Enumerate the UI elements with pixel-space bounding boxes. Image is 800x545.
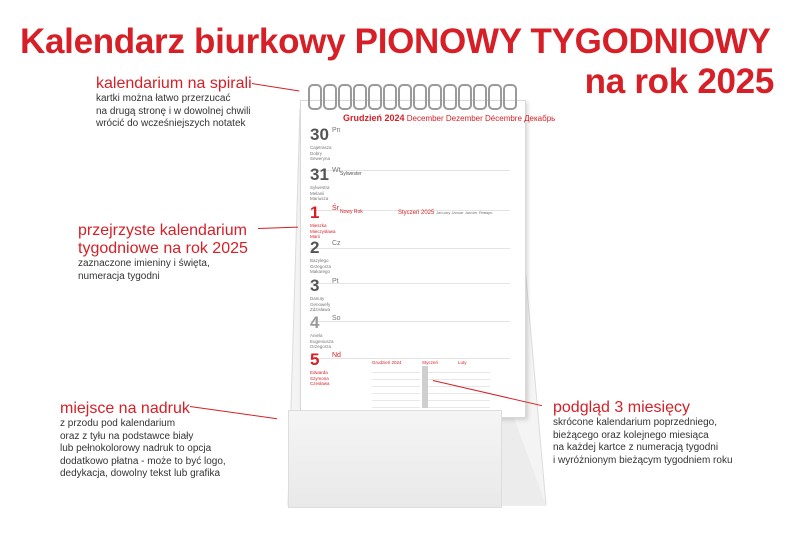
month-header-translations: December Dezember Décembre Декабрь <box>406 114 556 123</box>
mini-month-title: Luty <box>458 360 467 365</box>
day-namedays: Cajetrasza Dobry Seweryna <box>310 145 332 161</box>
spiral-binding <box>308 84 518 112</box>
day-namedays: Danuty Genowefy Zdzisława <box>310 296 331 312</box>
month-header-title: Grudzień 2024 <box>343 113 405 123</box>
callout-spiral-heading: kalendarium na spirali <box>96 75 252 92</box>
day-namedays: Edwarda Szymona Czesława <box>310 370 330 386</box>
mini-month-title: Styczeń <box>422 360 439 365</box>
day-number: 30 <box>310 125 329 144</box>
day-name: Śr <box>332 205 339 212</box>
day-number: 5 <box>310 350 320 369</box>
day-note: Nowy Rok <box>340 209 363 215</box>
day-namedays: Aniela Eugeniusza Grzegorza <box>310 333 334 349</box>
day-name: Pt <box>332 278 339 285</box>
day-name: Cz <box>332 240 341 247</box>
day-name: Wt <box>332 167 341 174</box>
month-header <box>343 113 555 123</box>
page-title-line1: Kalendarz biurkowy PIONOWY TYGODNIOWY <box>20 22 771 61</box>
day-number: 3 <box>310 276 320 295</box>
mini-month-title: Grudzień 2024 <box>372 360 402 365</box>
callout-print-heading: miejsce na nadruk <box>60 400 190 417</box>
next-month-header <box>398 210 492 216</box>
callout-preview <box>553 399 733 467</box>
calendar-base <box>288 410 502 508</box>
callout-preview-heading: podgląd 3 miesięcy <box>553 399 690 416</box>
day-namedays: Bazylego Grzegorza Makarego <box>310 258 332 274</box>
callout-weekly-text: zaznaczone imieniny i święta, numeracja tygodni <box>78 258 210 282</box>
mini-month <box>458 360 490 410</box>
day-name: So <box>332 315 341 322</box>
callout-print-text: z przodu pod kalendarium oraz z tyłu na podstawce biały lub pełnokolorowy nadruk to opcja dodatkowo płatna - może to być logo, dedykacja, dowolny tekst lub grafika <box>60 418 226 479</box>
callout-weekly <box>78 222 248 283</box>
callout-preview-text: skrócone kalendarium poprzedniego, bieżącego oraz kolejnego miesiąca na każdej kartce z numeracją tygodni i wyróżnionym bieżącym tygodniem roku <box>553 417 733 466</box>
day-namedays: Sylwestra Melanii Mariusza <box>310 185 330 201</box>
callout-print <box>60 400 226 481</box>
day-name: Pn <box>332 127 341 134</box>
day-note: Sylwester <box>340 171 362 177</box>
next-month-title: Styczeń 2025 <box>398 210 435 216</box>
next-month-translations: January Januar Janvier Январь <box>436 210 493 215</box>
day-number: 1 <box>310 203 320 222</box>
mini-month <box>372 360 420 410</box>
day-name: Nd <box>332 352 341 359</box>
day-number: 2 <box>310 238 320 257</box>
callout-weekly-heading: przejrzyste kalendarium tygodniowe na rok 2025 <box>78 222 248 257</box>
callout-spiral <box>96 75 252 131</box>
day-number: 31 <box>310 165 329 184</box>
callout-spiral-text: kartki można łatwo przerzucać na drugą stronę i w dowolnej chwili wrócić do wcześniejszych notatek <box>96 93 251 129</box>
page-title-line2: na rok 2025 <box>584 62 774 101</box>
day-number: 4 <box>310 313 320 332</box>
day-namedays: Mieszka Mieczysława Marii <box>310 223 336 239</box>
